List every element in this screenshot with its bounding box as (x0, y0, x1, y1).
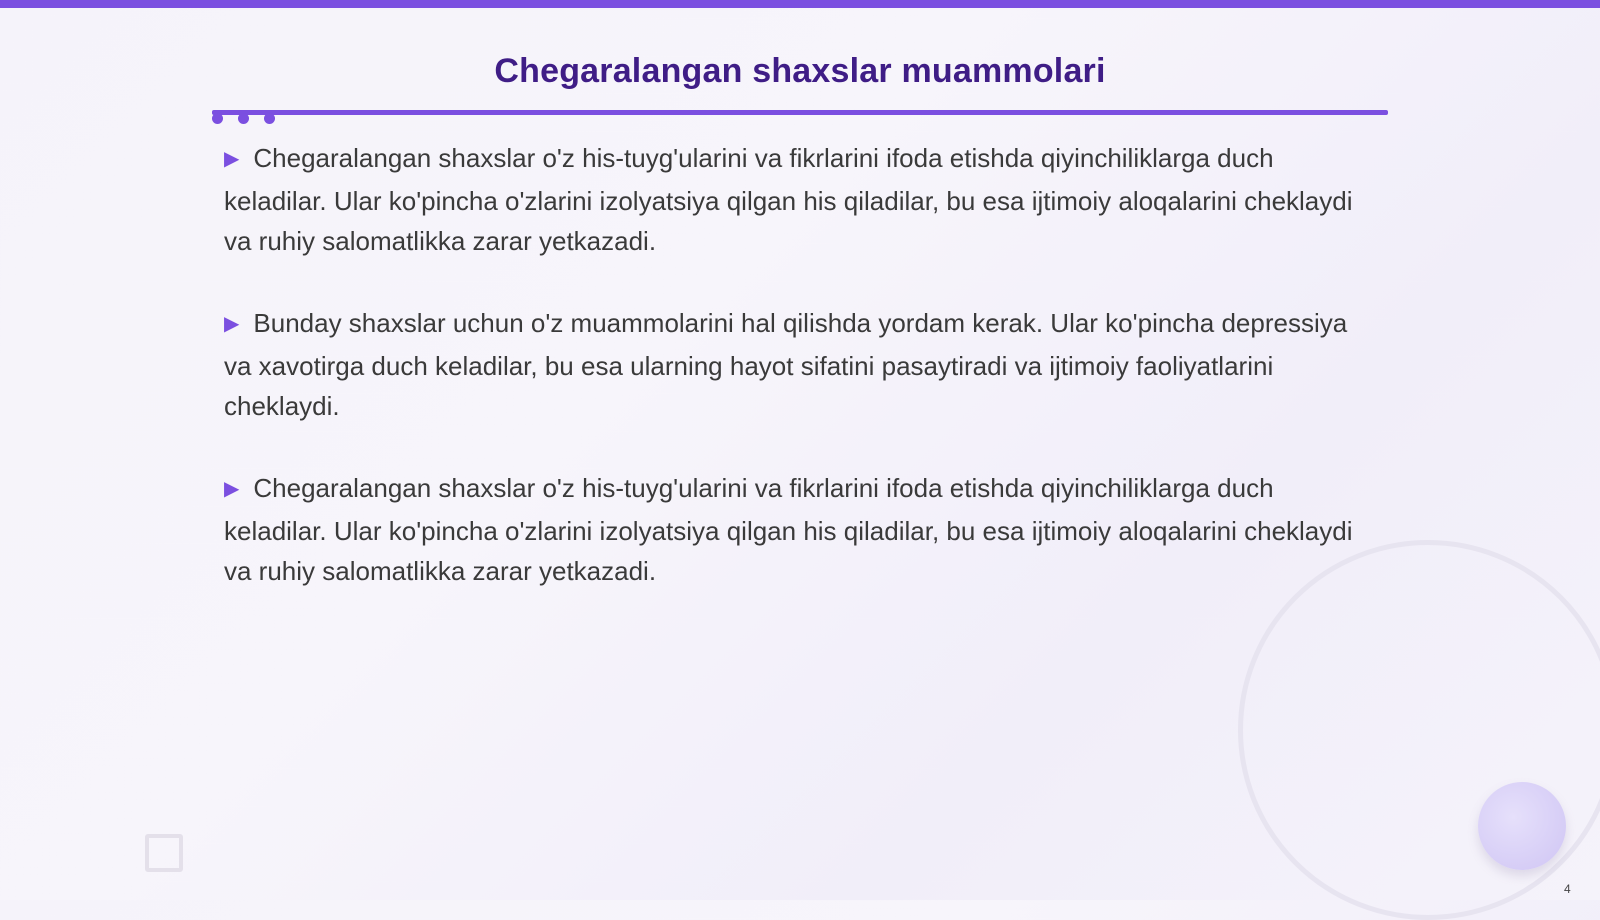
slide-title: Chegaralangan shaxslar muammolari (494, 52, 1106, 90)
bullet-text: Chegaralangan shaxslar o'z his-tuyg'ularini va fikrlarini ifoda etishda qiyinchiliklarga duch keladilar. Ular ko'pincha o'zlarini izolyatsiya qilgan his qiladilar, bu esa ijtimoiy aloqalarini cheklaydi va ruhiy salomatlikka zarar yetkazadi. (224, 143, 1353, 256)
bullet-list (224, 138, 1354, 633)
decorative-square (145, 834, 183, 872)
bullet-item (224, 468, 1354, 591)
triangle-bullet-icon: ▶ (224, 478, 240, 500)
triangle-bullet-icon: ▶ (224, 313, 240, 335)
title-underline (212, 110, 1388, 115)
top-accent-bar (0, 0, 1600, 8)
bullet-text: Chegaralangan shaxslar o'z his-tuyg'ularini va fikrlarini ifoda etishda qiyinchiliklarga duch keladilar. Ular ko'pincha o'zlarini izolyatsiya qilgan his qiladilar, bu esa ijtimoiy aloqalarini cheklaydi va ruhiy salomatlikka zarar yetkazadi. (224, 473, 1353, 586)
decorative-dot (238, 113, 249, 124)
triangle-bullet-icon: ▶ (224, 148, 240, 170)
decorative-sphere (1478, 782, 1566, 870)
bullet-item (224, 138, 1354, 261)
decorative-dot (212, 113, 223, 124)
decorative-dot (264, 113, 275, 124)
bullet-item (224, 303, 1354, 426)
bullet-text: Bunday shaxslar uchun o'z muammolarini hal qilishda yordam kerak. Ular ko'pincha depressiya va xavotirga duch keladilar, bu esa ularning hayot sifatini pasaytiradi va ijtimoiy faoliyatlarini cheklaydi. (224, 308, 1348, 421)
page-number: 4 (1564, 882, 1571, 896)
title-dots (212, 113, 275, 125)
